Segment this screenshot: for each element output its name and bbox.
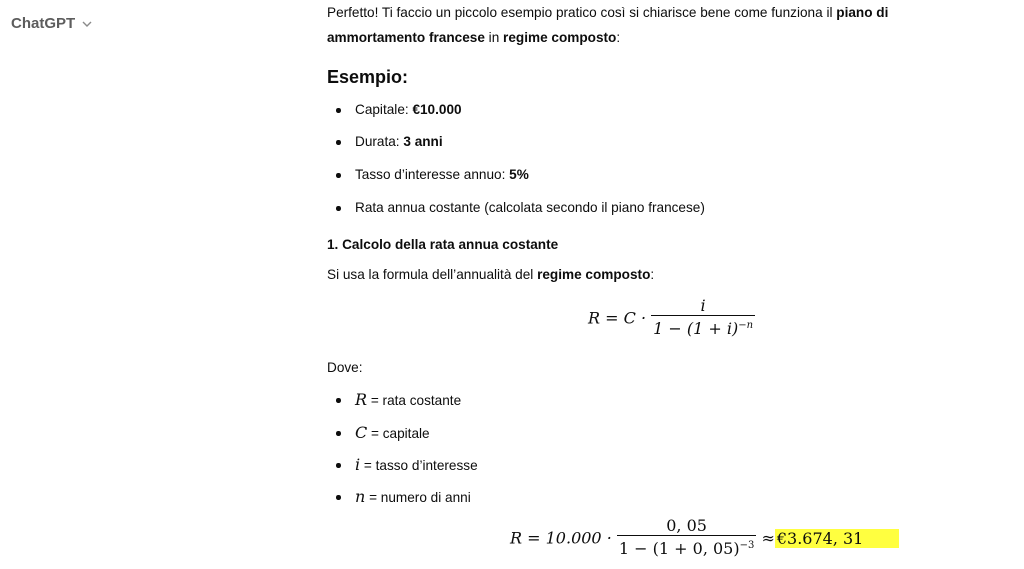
bullet-dot bbox=[336, 173, 341, 178]
formula-exponent: −n bbox=[738, 320, 754, 331]
bullet-dot bbox=[336, 463, 341, 468]
formula-fraction bbox=[651, 297, 755, 339]
intro-paragraph bbox=[327, 0, 927, 50]
bullet-dot bbox=[336, 206, 341, 211]
var-desc: = numero di anni bbox=[365, 490, 471, 505]
formula2-numerator: 0, 05 bbox=[666, 516, 707, 535]
item-value: €10.000 bbox=[412, 102, 462, 117]
formula2-fraction bbox=[617, 517, 756, 559]
item-label: Rata annua costante (calcolata secondo il piano francese) bbox=[355, 200, 705, 215]
item-value: 5% bbox=[509, 167, 529, 182]
step1-heading: 1. Calcolo della rata annua costante bbox=[327, 237, 559, 252]
formula-intro-end: : bbox=[650, 267, 655, 282]
item-label: Capitale: bbox=[355, 102, 413, 117]
formula-intro-bold: regime composto bbox=[537, 267, 651, 282]
formula-numerator: i bbox=[700, 296, 706, 315]
var-desc: = rata costante bbox=[367, 393, 462, 408]
intro-bold-1: piano di ammortamento francese bbox=[327, 5, 889, 45]
model-selector[interactable] bbox=[11, 15, 93, 32]
numeric-formula bbox=[510, 517, 899, 559]
formula-lhs: R = C · bbox=[588, 308, 647, 328]
highlighted-result: €3.674, 31 bbox=[775, 529, 900, 548]
annuity-formula bbox=[588, 297, 755, 339]
item-label: Durata: bbox=[355, 134, 404, 149]
bullet-dot bbox=[336, 108, 341, 113]
formula2-denominator: 1 − (1 + 0, 05) bbox=[618, 539, 740, 558]
var-desc: = capitale bbox=[367, 426, 430, 441]
item-label: Tasso d’interesse annuo: bbox=[355, 167, 510, 182]
bullet-dot bbox=[336, 431, 341, 436]
formula2-exponent: −3 bbox=[739, 540, 755, 551]
formula-denominator: 1 − (1 + i) bbox=[653, 319, 739, 338]
example-heading: Esempio: bbox=[327, 67, 409, 87]
intro-bold-2: regime composto bbox=[503, 30, 617, 45]
where-label: Dove: bbox=[327, 360, 363, 375]
bullet-dot bbox=[336, 398, 341, 403]
intro-text-end: : bbox=[616, 30, 621, 45]
bullet-dot bbox=[336, 495, 341, 500]
bullet-dot bbox=[336, 140, 341, 145]
var-symbol: C bbox=[355, 423, 368, 442]
approx-sign: ≈ bbox=[761, 528, 775, 548]
formula-intro bbox=[327, 262, 654, 287]
formula-intro-text: Si usa la formula dell’annualità del bbox=[327, 267, 538, 282]
var-desc: = tasso d’interesse bbox=[360, 458, 478, 473]
chevron-down-icon bbox=[81, 18, 93, 30]
model-name: ChatGPT bbox=[11, 15, 76, 32]
intro-text: Perfetto! Ti faccio un piccolo esempio pratico così si chiarisce bene come funziona il bbox=[327, 5, 837, 20]
var-symbol: R bbox=[355, 390, 368, 409]
var-symbol: i bbox=[355, 455, 361, 474]
item-value: 3 anni bbox=[403, 134, 443, 149]
formula2-lhs: R = 10.000 · bbox=[510, 528, 612, 548]
intro-text-mid: in bbox=[484, 30, 504, 45]
var-symbol: n bbox=[355, 487, 366, 506]
